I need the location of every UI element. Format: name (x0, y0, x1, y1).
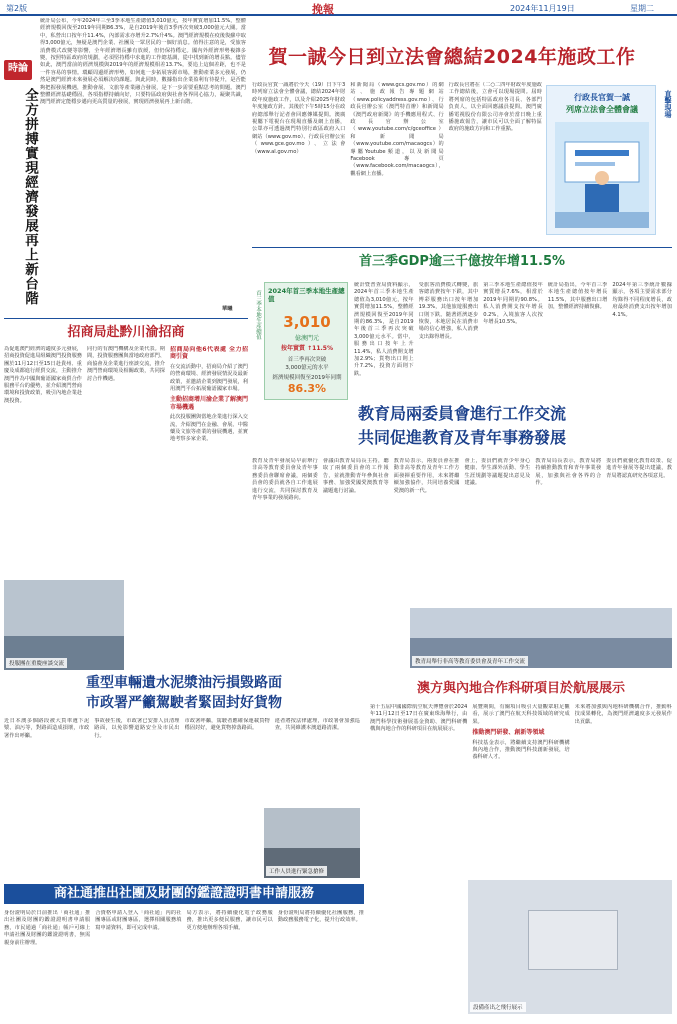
gdp-info-pct: 86.3% (287, 382, 327, 395)
gdp-body (354, 282, 672, 400)
envoy-subhead-2: 主動招商增川渝企業了解澳門市場機遇 (170, 396, 248, 411)
podium-illustration-icon (555, 122, 649, 228)
edu-body (252, 458, 672, 608)
lead-graphic-tag: 直擊現場 (664, 90, 672, 118)
business-col-1: 身份證明局於日前推出「商社通」推出社團及財團的鑑證證明書申請服務，市民通過「商社通」帳戶可線上申請社團及財團的鑑證證明書，無需親身前往辦理。 (4, 910, 91, 946)
envoy-col-4: 此次投服團與當地企業進行深入交流，介紹澳門在金融、會展、中醫藥及文旅等產業的發展機遇，並實地考察多家企業。 (170, 414, 248, 443)
lead-graphic-line2: 列席立法會全體會議 (566, 105, 638, 114)
business-col-4: 身份證明局將持續優化社團服務，推動政務服務電子化，提升行政效率。 (277, 910, 364, 924)
gdp-col-2: 受旅客消費模式轉變，旅客總消費按年下跌，其中博彩服務出口按年增加19.3%，其他旅遊服務出口則下跌。隨著經濟逐步恢復，本地居民在消費市場的信心增強，私人消費支出錄得增長。 (418, 282, 479, 340)
business-col-3: 局方表示，將持續優化電子政務服務，推出更多便民服務，讓市民可以更方便地辦理各項手續。 (186, 910, 273, 931)
lead-col-1: 行政長官賀一誠將於今天（19）日下午3時列席立法會全體會議，總結2024年財政年度施政工作，以及介紹2025年財政年度施政方針。其後於下午5時15分在政府總部舉行記者會回應傳媒提問。澳廣視屬下電視台在現場直播及網上直播，公眾亦可透過澳門特別行政區政府入口網站（www.gov.mo）、行政長官辦公室（www.gce.gov.mo）、立法會（www.al.gov.mo） (252, 82, 346, 155)
edu-photo-caption: 教青局舉行非高等教育委員會及青年工作交流 (412, 656, 528, 666)
scitech-col-1: 第十五屆中國國際航空航天博覽會於2024年11月12日至17日在廣東珠海舉行，由澳門科學技術發展基金資助、澳門科研機構與內地合作的科研項目在航展展示。 (370, 704, 468, 733)
gdp-side-caption: 首三季本地生產總值 (255, 290, 261, 340)
divider (252, 247, 672, 248)
envoy-headline: 招商局赴黔川渝招商 (67, 325, 185, 340)
traffic-photo-caption: 工作人員進行緊急搶修 (266, 866, 327, 876)
gdp-info-extra2: 3,000億元的水平 (285, 365, 329, 371)
issue-weekday: 星期二 (630, 4, 654, 13)
traffic-col-4: 違者將按法律處理，市政署會加強巡查，共同維護本澳道路清潔。 (274, 718, 360, 732)
lead-graphic (546, 85, 656, 235)
traffic-headline-1: 重型車輛遺水泥漿油污損毀路面 (86, 675, 282, 691)
envoy-col-2: 同行的有澳門機構及企業代表。期間，投資服務團與當地政府部門、商協會及企業進行座談交流，推介澳門營商環境及相關政策，共同探討合作機遇。 (87, 346, 165, 382)
gdp-info-value: 3,010 (283, 313, 331, 331)
edu-col-6: 委員們就優化教育政策、促進青年發展等提出建議，教青局將認真研究各項意見。 (606, 458, 672, 479)
lead-graphic-line1: 行政長官賀一誠 (574, 93, 630, 102)
gdp-info-extra: 首三季再次突破 (287, 357, 327, 363)
gdp-info-title: 2024年首三季本地生產總值 (268, 287, 345, 303)
edu-photo (410, 608, 672, 668)
gdp-col-3: 第三季本地生產總值按年實質增長7.6%，相當於2019年同期的90.8%。私人消費開支按年增長0.2%，入境旅客人次按年增長10.5%。 (483, 282, 543, 326)
commentary-author: 華曦 (222, 306, 233, 312)
lead-col-3: 行政長官將在（二○二四年財政年度施政工作總結後，立會可以現場提問。屆時將列席的包括特區政府各司長、各部門負責人，以全面回應議員提問。澳門廣播電視股份有限公司亦會於當日晚上重播施政報告，讓市民可以全面了解特區政府的施政方向和工作重點。 (448, 82, 542, 133)
business-headline: 商社通推出社團及財團的鑑證證明書申請服務 (4, 884, 364, 904)
issue-date: 2024年11月19日 (510, 4, 575, 13)
edu-col-1: 教育及青年發展局早前舉行非高等教育委員會及青年事務委員會聯席會議，兩個委員會的委員就各自工作進展進行交流，共同探討教育及青年事業的發展路向。 (252, 458, 318, 502)
traffic-col-2: 事故發生後，市政署已安排人員清理路面，以免影響道路安全及市民出行。 (94, 718, 180, 739)
envoy-photo-caption: 投服團在重慶座談交流 (6, 658, 67, 668)
edu-headline-1: 教育局兩委員會進行工作交流 (357, 404, 566, 423)
business-col-2: 合資格申請人登入「商社通」內的社團專區或財團專區，選擇相關服務填寫申請資料，即可完成申請。 (95, 910, 182, 931)
edu-col-4: 會上，委員們就青少年身心健康、學生課外活動、學生生涯規劃等議題提出意見及建議。 (464, 458, 531, 487)
gdp-col-4: 統計局指出，今年首三季本地生產總值按年增長11.5%，其中服務出口增加，整體經濟持續復蘇。 (547, 282, 608, 311)
newspaper-logo: 挽報 (312, 3, 334, 16)
scitech-subhead: 推動澳門研發、創新等領域 (472, 729, 545, 737)
traffic-photo (264, 808, 360, 878)
envoy-subhead-1: 招商局向他6代表處 全力招商引資 (170, 346, 248, 361)
envoy-col-3: 在交流活動中，招商局介紹了澳門的營商環境、經濟發展情況及最新政策，並邀請企業到澳門發展，利用澳門平台拓展葡語國家市場。 (170, 363, 248, 393)
business-body (4, 910, 364, 1020)
lead-body (252, 82, 542, 240)
gdp-info-line2: 經濟規模回復至2019年同期 (272, 375, 342, 381)
traffic-col-1: 近日本澳多個路段被大貨車遺下泥漿、油污等，對路面造成損壞，市政署作出呼籲。 (4, 718, 90, 739)
lead-headline: 賀一誠今日到立法會總結2024年施政工作 (268, 46, 636, 68)
page-number: 第2版 (6, 4, 28, 13)
gdp-infographic (264, 282, 348, 400)
edu-col-3: 教青局表示，兩委員會在推動非高等教育及青年工作方面發揮重要作用，未來將繼續加強協作，共同培養愛國愛澳的新一代。 (393, 458, 460, 494)
gdp-col-1: 統計暨普查局資料顯示，2024年首三季本地生產總值為3,010億元，按年實質增加11.5%，整體經濟規模回復至2019年同期的86.3%，是自2019年後首三季再次突破3,000億元水平。當中，服務出口按年上升11.4%，私人消費開支增加2.9%；貨物出口則上升7.2%，投資方面則下跌。 (354, 282, 414, 377)
traffic-col-3: 市政署呼籲，駕駛者應確保運載貨物穩固封好，避免貨物掉落路面。 (184, 718, 270, 732)
scitech-photo-caption: 設備產出之飛行展示 (470, 1002, 526, 1012)
edu-col-5: 教青局局長表示，教青局將持續推動教育和青年事業發展，加強與社會各界的合作。 (535, 458, 602, 487)
gdp-info-yoy: 按年實質 ↑11.5% (281, 345, 333, 352)
commentary-title: 全方拼搏實現經濟發展再上新台階 (22, 88, 38, 306)
gdp-headline: 首三季GDP逾三千億按年增11.5% (358, 254, 566, 269)
traffic-headline-2: 市政署严籲駕駛者緊固封好貨物 (86, 695, 282, 711)
gdp-info-unit: 億澳門元 (294, 335, 319, 342)
scitech-col-2: 展覽期間，有關項目吸引大量觀眾駐足觀看，展示了澳門在航天科技領域的研究成果。 (472, 704, 570, 725)
lead-col-2: 和新聞局（www.gcs.gov.mo）的網站、施政報告專題網站（www.policyaddress.gov.mo）、行政長官辦公室（澳門特首辦）和新聞局《澳門政府新聞》的手機應用程式、行政長官辦公室（www.youtube.com/c/gceoffice）和新聞局（www.youtube.com/macaogcs）的專屬Youtube頻道，以及新聞局Facebook專頁（www.facebook.com/macaogcs），觀看網上直播。 (350, 82, 444, 177)
divider (4, 318, 248, 319)
scitech-headline: 澳方與內地合作科研項目於航展展示 (416, 681, 625, 696)
envoy-photo (4, 580, 124, 670)
edu-col-2: 會議由教青局局長主持，聽取了兩個委員會的工作報告，並就推動青年參與社會事務、加強愛國愛澳教育等議題進行討論。 (322, 458, 389, 494)
envoy-col-1: 為促進澳門經濟的適度多元發展，招商投資促進局組織澳門投資服務團於11月12日至15日赴貴州、重慶及成都進行經貿交流，主動推介澳門作為中國與葡語國家商貿合作服務平台的優勢，並介紹澳門營商環境和投資政策，吸引內地企業赴澳投資。 (4, 346, 82, 404)
edu-headline-2: 共同促進教育及青年事務發展 (357, 428, 566, 447)
scitech-col-3: 科技基金表示，將繼續支持澳門科研機構與內地合作，推動澳門科技創新發展，培養科研人才。 (472, 739, 570, 761)
page-header (0, 0, 677, 16)
gdp-col-5: 2024年第三季統計數據顯示，各項主要需求部分均錄得不同程度增長，政府最終消費支出按年增加4.1%。 (612, 282, 672, 318)
commentary-body: 統計局公布，今年2024年三至3季本地生產總值3,010億元，按年實質增加11.5%，整體經濟規模回復至2019年同期86.3%，是自2019年後首3季再次突破3,000億元大關。當中，私營出口按年升11.4%，內部需求亦增升2.7%升4%。澳門經濟規模在疫後復蘇中取得3,000億元，無疑是澳門企業、社團及一眾居民的一個好消息。值得注意的是，受旅客消費模式改變等影響，全年經濟增長雖有放緩，但仍保持穩定。國內外經濟形勢複雜多變，按照特區政府的規劃，必須堅持穩中求進的工作總基調，從中找到新的增長點。儘管如此，澳門當前的經濟規模與2019年的經濟規模相差13.7%，要追上這個差距，也不是一件容易的事情。環顧周邊經濟形勢，如何進一步拓展客源市場，推動產業多元發展，仍然是澳門經濟未來發展必須解決的課題。與此同時，數據指出企業盈利有待提升，是否能夠把握發展機遇，推動會展、文旅等產業融合發展，是下一步需要重點思考的問題。澳門整體經濟基礎穩固，各項指標持續向好，只要特區政府與社會各界同心協力，凝聚共識，澳門經濟定能穩步邁向更高質量的發展，實現經濟發展再上新台階。 (40, 18, 246, 106)
scitech-col-4: 未來將加強與內地科研機構合作，推動科技成果轉化，為澳門經濟適度多元發展作出貢獻。 (574, 704, 672, 725)
commentary-badge: 時論 (4, 60, 32, 80)
scitech-photo (468, 880, 672, 1014)
